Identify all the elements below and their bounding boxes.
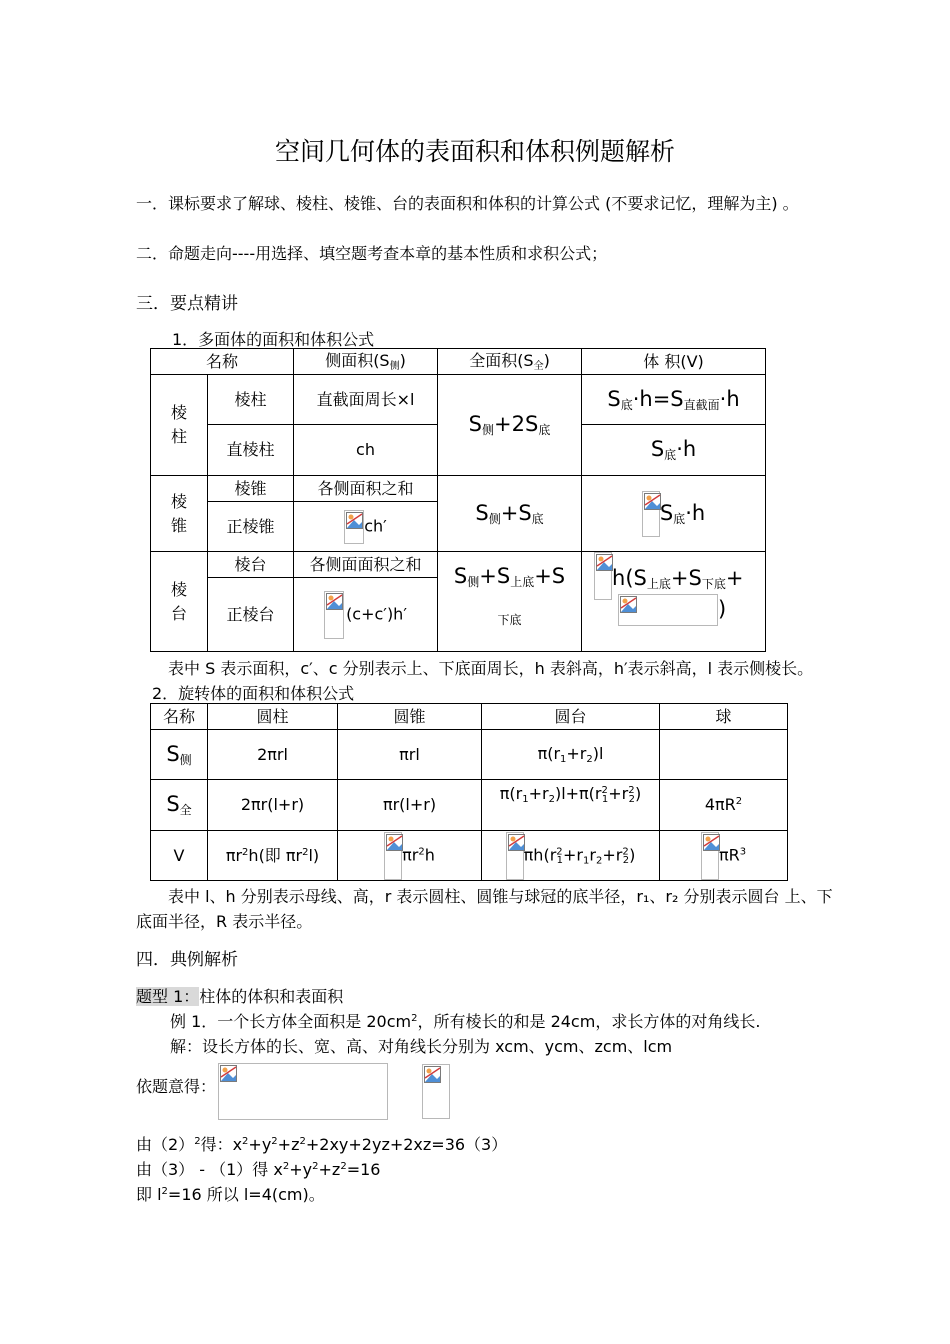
right-prism-lateral: ch <box>294 425 438 476</box>
frustum-volume: $\pi h(r^2_1+r_1r_2+r^2_2)$ <box>482 831 660 881</box>
section-4: 四．典例解析 <box>136 950 238 970</box>
regular-frustum-name: 正棱台 <box>208 578 294 652</box>
table1-note: 表中 S 表示面积，c′、c 分别表示上、下底面周长，h 表斜高，h′表示斜高，l 表示侧棱长。 <box>168 659 814 678</box>
problem-type-text: 柱体的体积和表面积 <box>199 987 344 1006</box>
right-prism-name: 直棱柱 <box>208 425 294 476</box>
rotation-formula-table <box>150 703 788 881</box>
frustum-total: $S_侧+S_{上底}+S$ 下底 <box>438 552 582 652</box>
regular-frustum-lateral: (c+c′)h′ <box>294 578 438 652</box>
broken-image-icon <box>701 832 719 880</box>
pyramid-lateral: 各侧面积之和 <box>294 476 438 502</box>
cone-total: πr(l+r) <box>338 780 482 831</box>
cylinder-lateral: 2πrl <box>208 730 338 780</box>
broken-image-icon <box>324 591 344 639</box>
table2-note-line1: 表中 l、h 分别表示母线、高，r 表示圆柱、圆锥与球冠的底半径，r₁、r₂ 分别表示圆台 上、下 <box>168 887 833 906</box>
given-label: 依题意得： <box>136 1077 217 1096</box>
section-3: 三．要点精讲 <box>136 294 238 314</box>
sphere-lateral <box>660 730 788 780</box>
pyramid-name: 棱锥 <box>208 476 294 502</box>
header-lateral: 侧面积$(S_侧)$ <box>294 349 438 375</box>
row-label-lateral: $S_侧$ <box>151 730 208 780</box>
section-2: 二．命题走向----用选择、填空题考查本章的基本性质和求积公式； <box>136 244 608 263</box>
group-frustum-label: 棱台 <box>171 579 188 623</box>
group-frustum <box>151 552 208 652</box>
group-pyramid <box>151 476 208 552</box>
broken-image-icon <box>422 1064 450 1119</box>
right-prism-volume: $S_底\cdot h$ <box>582 425 766 476</box>
broken-image-icon <box>642 491 660 537</box>
broken-image-icon <box>506 832 524 880</box>
header-cell: 名称 <box>151 704 208 730</box>
broken-image-icon <box>594 552 612 600</box>
header-cell: 球 <box>660 704 788 730</box>
cone-lateral: πrl <box>338 730 482 780</box>
row-label-total: $S_全$ <box>151 780 208 831</box>
frustum-name: 棱台 <box>208 552 294 578</box>
broken-image-icon <box>344 510 364 544</box>
regular-pyramid-name: 正棱锥 <box>208 502 294 552</box>
table1-caption: 1．多面体的面积和体积公式 <box>172 330 375 349</box>
header-cell: 圆锥 <box>338 704 482 730</box>
example-solution: 解：设长方体的长、宽、高、对角线长分别为 xcm、ycm、zcm、lcm <box>170 1037 673 1056</box>
prism-name: 棱柱 <box>208 375 294 425</box>
frustum-lateral: 各侧面面积之和 <box>294 552 438 578</box>
frustum-total: $\pi(r_1+r_2)l+\pi(r^2_1+r^2_2)$ <box>482 780 660 831</box>
broken-image-icon <box>384 832 402 880</box>
equation-image <box>218 1063 388 1120</box>
group-pyramid-label: 棱锥 <box>171 491 188 535</box>
derivation-line-3: 即 $l^2=16$ 所以 l=4(cm)。 <box>136 1185 325 1204</box>
frustum-volume: $h(S_{上底}+S_{下底}+$ ) <box>582 552 766 652</box>
cylinder-total: 2πr(l+r) <box>208 780 338 831</box>
header-name: 名称 <box>151 349 294 375</box>
example-question: 例 1．一个长方体全面积是 $20cm^2$，所有棱长的和是 24cm，求长方体的对角线长. <box>170 1012 761 1031</box>
prism-lateral: 直截面周长×l <box>294 375 438 425</box>
regular-pyramid-lateral: ch′ <box>294 502 438 552</box>
prism-volume: $S_底\cdot h=S_{直截面}\cdot h$ <box>582 375 766 425</box>
polyhedron-formula-table <box>150 348 766 652</box>
equation-image <box>422 1064 450 1119</box>
table2-note-line2: 底面半径，R 表示半径。 <box>136 912 313 931</box>
group-prism <box>151 375 208 476</box>
group-prism-label: 棱柱 <box>171 403 188 446</box>
sphere-volume: $\pi R^3$ <box>660 831 788 881</box>
derivation-line-1: 由$(2)^2$得：$x^2+y^2+z^2+2xy+2yz+2xz=36(3)$ <box>136 1135 508 1154</box>
frustum-lateral: $\pi(r_1+r_2)l$ <box>482 730 660 780</box>
table2-caption: 2．旋转体的面积和体积公式 <box>152 684 355 703</box>
header-volume: 体 积(V) <box>582 349 766 375</box>
cone-volume: $\pi r^2h$ <box>338 831 482 881</box>
problem-type <box>136 984 343 1007</box>
broken-image-icon <box>618 594 718 626</box>
cylinder-volume: $\pi r^2h$(即 $\pi r^2l$) <box>208 831 338 881</box>
prism-total: $S_侧+2S_底$ <box>438 375 582 476</box>
broken-image-icon <box>218 1063 388 1120</box>
section-1: 一．课标要求了解球、棱柱、棱锥、台的表面积和体积的计算公式 (不要求记忆，理解为主) 。 <box>136 194 799 213</box>
header-total: 全面积$(S_全)$ <box>438 349 582 375</box>
sphere-total: $4\pi R^2$ <box>660 780 788 831</box>
page-title: 空间几何体的表面积和体积例题解析 <box>274 137 675 166</box>
header-cell: 圆柱 <box>208 704 338 730</box>
header-cell: 圆台 <box>482 704 660 730</box>
row-label-volume: V <box>151 831 208 881</box>
pyramid-volume: $S_底\cdot h$ <box>582 476 766 552</box>
derivation-line-2: 由（3） - （1）得 $x^2+y^2+z^2=16$ <box>136 1160 381 1179</box>
problem-type-label: 题型 1： <box>136 987 200 1006</box>
pyramid-total: $S_侧+S_底$ <box>438 476 582 552</box>
